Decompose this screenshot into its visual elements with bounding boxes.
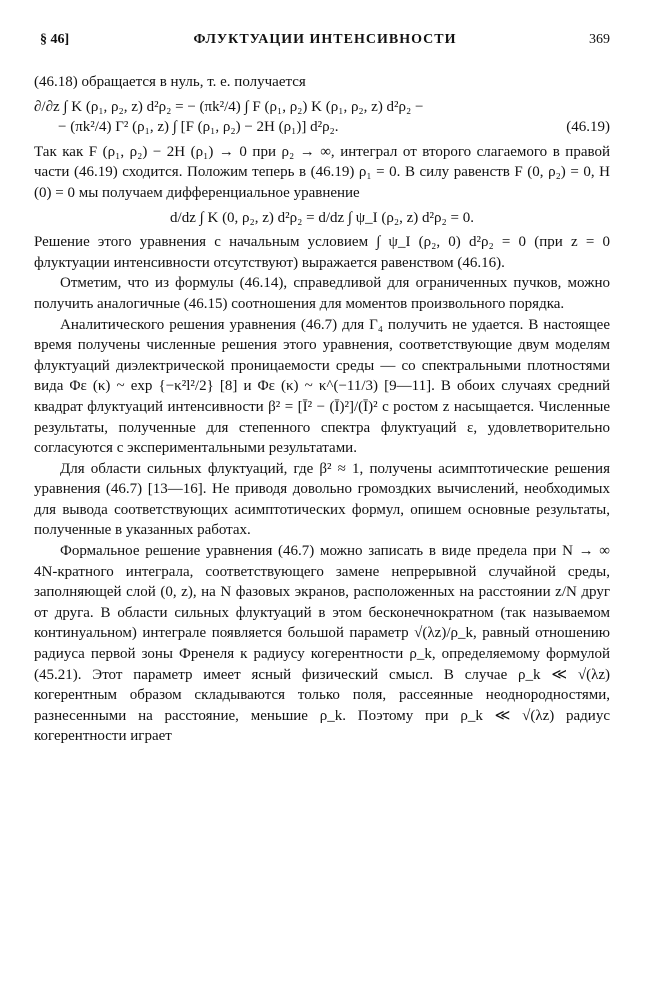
body-text: [34, 72, 610, 747]
paragraph-2: Так как F (ρ₁, ρ₂) − 2H (ρ₁) → 0 при ρ₂ → ∞, интеграл от второго слагаемого в правой части (46.19) сходится. Положим теперь в (46.19) ρ₁ = 0. В силу равенств F (0, ρ₂) = 0, H (0) = 0 мы получаем дифференциальное уравнение: [34, 143, 610, 201]
paragraph-4: Отметим, что из формулы (46.14), справедливой для ограниченных пучков, можно получить аналогичные (46.15) соотношения для моментов произвольного порядка.: [34, 275, 610, 312]
equation-line-1: ∂/∂z ∫ K (ρ₁, ρ₂, z) d²ρ₂ = − (πk²/4) ∫ F (ρ₁, ρ₂) K (ρ₁, ρ₂, z) d²ρ₂ −: [34, 98, 424, 115]
intro-line: (46.18) обращается в нуль, т. е. получается: [34, 74, 306, 90]
paragraph-7: Формальное решение уравнения (46.7) можно записать в виде предела при N → ∞ 4N-кратного интеграла, соответствующего замене непрерывной случайной среды, заполняющей слой (0, z), на N фазовых экранов, расположенных на расстоянии z/N друг от друга. В области сильных флуктуаций в этом бесконечнократном (так называемом континуальном) интеграле появляется большой параметр √(λz)/ρ_k, равный отношению радиуса первой зоны Френеля к радиусу когерентности ρ_k, определяемому формулой (45.21). Этот параметр имеет ясный физический смысл. В случае ρ_k ≪ √(λz) когерентным образом складываются только поля, рассеянные неоднородностями, разнесенными на расстояние, меньшие ρ_k. Поэтому при ρ_k ≪ √(λz) радиус когерентности играет: [34, 543, 610, 745]
paragraph-6: Для области сильных флуктуаций, где β² ≈ 1, получены асимптотические решения уравнения (46.7) [13—16]. Не приводя довольно громоздких вычислений, необходимых для вывода соответствующих асимптотических формул, опишем основные результаты, полученные в указанных работах.: [34, 460, 610, 539]
page-number: 369: [589, 32, 610, 47]
paragraph-5: Аналитического решения уравнения (46.7) для Γ₄ получить не удается. В настоящее время получены численные решения этого уравнения, соответствующие двум моделям флуктуаций диэлектрической проницаемости среды — со спектральными плотностями вида Φε (κ) ~ exp {−κ²l²/2} [8] и Φε (κ) ~ κ^(−11/3) [9—11]. В обоих случаях средний квадрат флуктуаций интенсивности β² = [Ī² − (Ī)²]/(Ī)² с ростом z насыщается. Численные результаты, полученные для степенного спектра флуктуаций ε, удовлетворительно согласуются с экспериментальными результатами.: [34, 316, 610, 457]
equation-differential: d/dz ∫ K (0, ρ₂, z) d²ρ₂ = d/dz ∫ ψ_I (ρ₂, z) d²ρ₂ = 0.: [170, 209, 474, 226]
equation-number: (46.19): [566, 119, 610, 136]
section-mark: § 46]: [40, 32, 70, 47]
equation-46-19: [34, 97, 610, 138]
equation-line-2: − (πk²/4) Γ² (ρ₁, z) ∫ [F (ρ₁, ρ₂) − 2H (ρ₁)] d²ρ₂.: [58, 119, 339, 136]
paragraph-3: Решение этого уравнения с начальным условием ∫ ψ_I (ρ₂, 0) d²ρ₂ = 0 (при z = 0 флуктуации интенсивности отсутствуют) выражается равенством (46.16).: [34, 234, 610, 271]
running-header: [40, 32, 610, 52]
running-title: ФЛУКТУАЦИИ ИНТЕНСИВНОСТИ: [193, 32, 457, 47]
equation-line-2-row: [34, 117, 610, 138]
